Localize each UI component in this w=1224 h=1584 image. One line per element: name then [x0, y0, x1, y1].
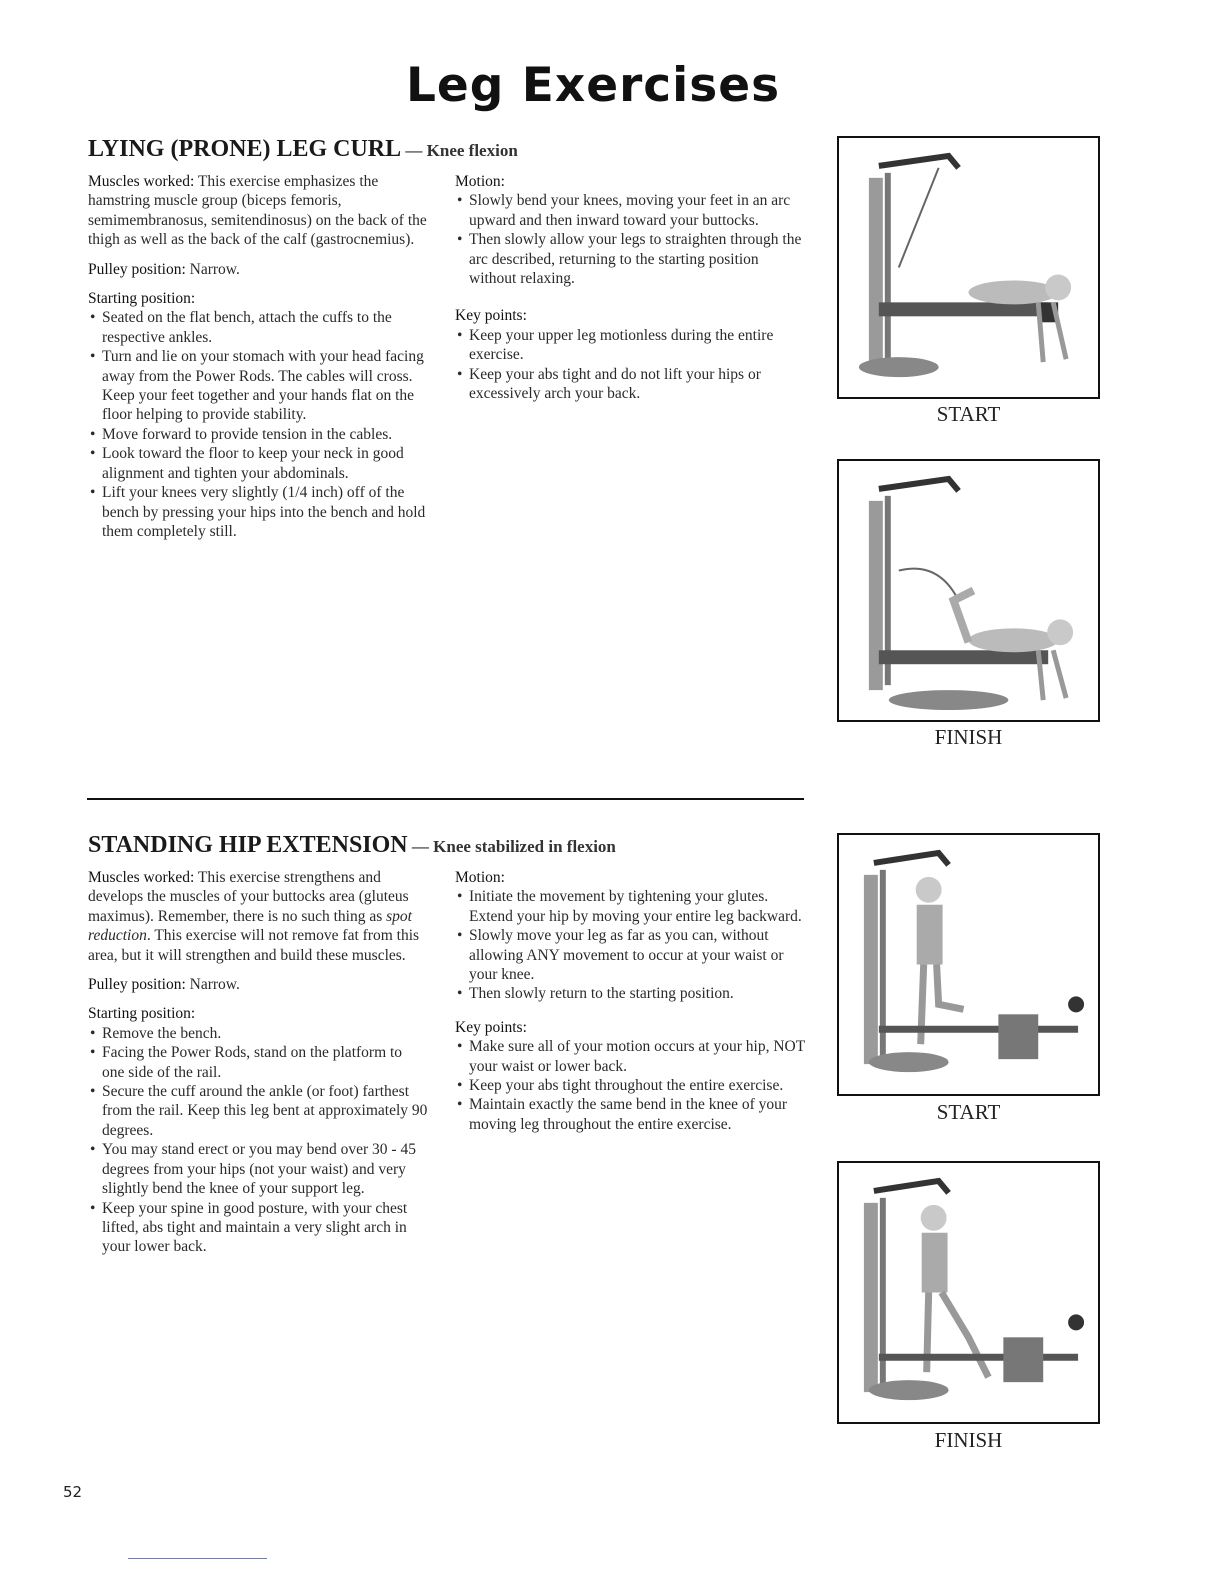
- list-item: • Initiate the movement by tightening your glutes. Extend your hip by moving your entire leg backward.: [455, 887, 805, 926]
- leg-curl-start-caption: START: [936, 402, 1001, 426]
- hip-extension-start-illustration: [839, 835, 1098, 1094]
- page-number: 52: [63, 1483, 83, 1501]
- page-title: Leg Exercises: [405, 58, 781, 113]
- exercise-1-starting-label: Starting position:: [88, 290, 196, 308]
- muscles-text-2: . This exercise will not remove fat from this area, but it will strengthen and build these muscles.: [88, 927, 420, 964]
- pulley-value: Narrow.: [185, 260, 240, 278]
- exercise-1-subtitle: Knee flexion: [426, 141, 518, 160]
- exercise-1-heading: [88, 136, 518, 163]
- list-item: • Secure the cuff around the ankle (or foot) farthest from the rail. Keep this leg bent at approximately 90 degrees.: [88, 1082, 428, 1140]
- hip-extension-finish-caption: FINISH: [934, 1428, 1003, 1452]
- exercise-2-motion-label: Motion:: [455, 869, 505, 886]
- footer-line: [128, 1558, 267, 1559]
- list-item: • Make sure all of your motion occurs at your hip, NOT your waist or lower back.: [455, 1037, 805, 1076]
- exercise-1-keypoints-list: [455, 326, 805, 404]
- exercise-2-pulley: [88, 975, 428, 994]
- list-item: • Lift your knees very slightly (1/4 inch) off of the bench by pressing your hips into the bench and hold them completely still.: [88, 483, 438, 541]
- list-item: • Maintain exactly the same bend in the knee of your moving leg throughout the entire exercise.: [455, 1095, 805, 1134]
- exercise-2-heading: [88, 832, 616, 859]
- exercise-2-subtitle: Knee stabilized in flexion: [433, 837, 616, 856]
- leg-curl-start-illustration: [839, 138, 1098, 397]
- list-item: • Turn and lie on your stomach with your head facing away from the Power Rods. The cables will cross. Keep your feet together and your hands flat on the floor helping to provide stability.: [88, 347, 438, 425]
- leg-curl-start-photo: [837, 136, 1100, 399]
- list-item: • Seated on the flat bench, attach the cuffs to the respective ankles.: [88, 308, 438, 347]
- list-item: • Keep your abs tight and do not lift your hips or excessively arch your back.: [455, 365, 805, 404]
- exercise-2-separator: —: [407, 837, 434, 856]
- leg-curl-finish-caption: FINISH: [934, 725, 1003, 749]
- muscles-text: This exercise emphasizes the hamstring muscle group (biceps femoris, semimembranosus, semitendinosus) on the back of the thigh as well as the back of the calf (gastrocnemius).: [88, 173, 427, 249]
- leg-curl-finish-illustration: [839, 461, 1098, 720]
- exercise-1-starting-list: [88, 308, 438, 541]
- pulley-value: Narrow.: [185, 976, 240, 994]
- exercise-1-title: LYING (PRONE) LEG CURL: [88, 136, 402, 162]
- list-item: • Slowly bend your knees, moving your feet in an arc upward and then inward toward your buttocks.: [455, 191, 805, 230]
- list-item: • Keep your spine in good posture, with your chest lifted, abs tight and maintain a very slight arch in your lower back.: [88, 1199, 428, 1257]
- list-item: • Move forward to provide tension in the cables.: [88, 425, 438, 444]
- exercise-2-starting-label: Starting position:: [88, 1005, 196, 1023]
- exercise-1-pulley: [88, 260, 438, 279]
- pulley-label: Pulley position:: [88, 260, 186, 278]
- exercise-1-motion-label: Motion:: [455, 173, 505, 190]
- exercise-2-keypoints-list: [455, 1037, 805, 1134]
- section-divider: [87, 798, 804, 800]
- exercise-1-keypoints-label: Key points:: [455, 307, 527, 325]
- exercise-2-title: STANDING HIP EXTENSION: [88, 832, 408, 858]
- list-item: • Keep your upper leg motionless during the entire exercise.: [455, 326, 805, 365]
- exercise-1-right-column: [455, 172, 805, 413]
- exercise-1-motion-list: [455, 191, 805, 288]
- muscles-emphasis: spot reduction: [88, 907, 412, 945]
- hip-extension-finish-illustration: [839, 1163, 1098, 1422]
- hip-extension-finish-photo: [837, 1161, 1100, 1424]
- muscles-label: Muscles worked:: [88, 869, 195, 886]
- list-item: • You may stand erect or you may bend over 30 - 45 degrees from your hips (not your waist) and very slightly bend the knee of your support leg.: [88, 1140, 428, 1198]
- exercise-2-motion-list: [455, 887, 805, 1003]
- list-item: • Then slowly return to the starting position.: [455, 984, 805, 1003]
- pulley-label: Pulley position:: [88, 976, 186, 994]
- exercise-2-keypoints-label: Key points:: [455, 1018, 527, 1036]
- hip-extension-start-caption: START: [936, 1100, 1001, 1124]
- list-item: • Then slowly allow your legs to straighten through the arc described, returning to the starting position without relaxing.: [455, 230, 805, 288]
- hip-extension-start-photo: [837, 833, 1100, 1096]
- exercise-2-left-column: [88, 868, 428, 1267]
- list-item: • Look toward the floor to keep your neck in good alignment and tighten your abdominals.: [88, 444, 438, 483]
- exercise-2-starting-list: [88, 1024, 428, 1257]
- list-item: • Keep your abs tight throughout the entire exercise.: [455, 1076, 805, 1095]
- muscles-label: Muscles worked:: [88, 173, 195, 190]
- exercise-1-separator: —: [401, 141, 427, 160]
- exercise-2-muscles: [88, 868, 428, 965]
- exercise-2-right-column: [455, 868, 805, 1144]
- list-item: • Facing the Power Rods, stand on the platform to one side of the rail.: [88, 1043, 428, 1082]
- muscles-text-1: This exercise strengthens and develops the muscles of your buttocks area (gluteus maximus). Remember, there is no such thing as: [88, 869, 409, 925]
- list-item: • Remove the bench.: [88, 1024, 428, 1043]
- list-item: • Slowly move your leg as far as you can, without allowing ANY movement to occur at your waist or your knee.: [455, 926, 805, 984]
- exercise-1-left-column: [88, 172, 438, 551]
- leg-curl-finish-photo: [837, 459, 1100, 722]
- exercise-1-muscles: [88, 172, 438, 250]
